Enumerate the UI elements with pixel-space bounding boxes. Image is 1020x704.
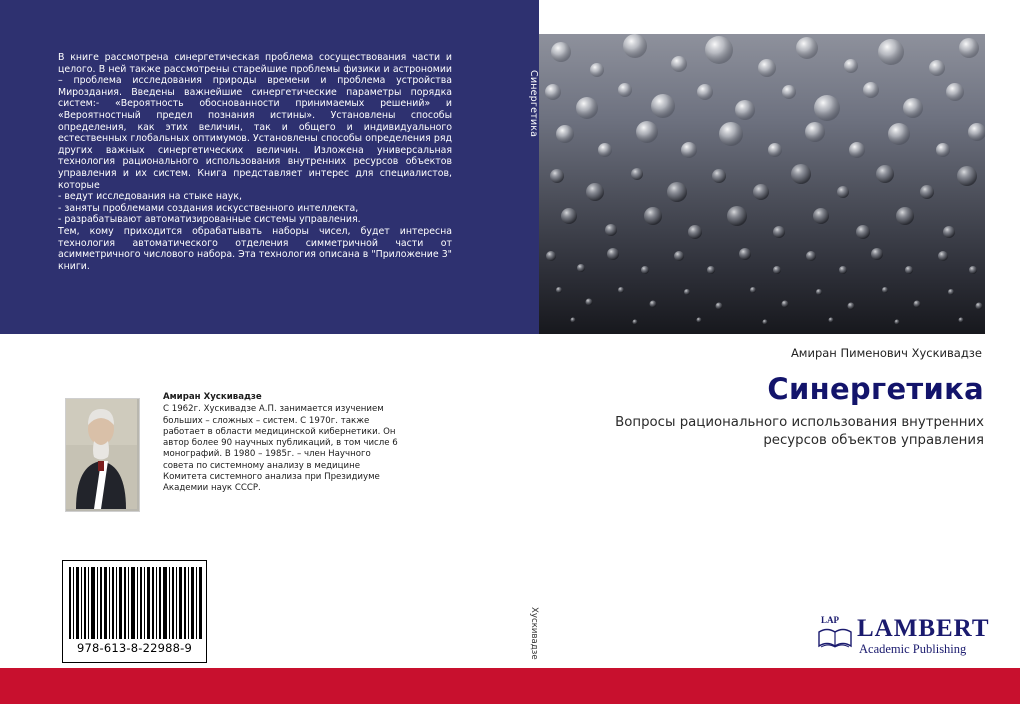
- blurb-paragraph-4: - разрабатывают автоматизированные системы управления.: [58, 214, 361, 226]
- lap-abbrev: LAP: [821, 615, 839, 625]
- bottom-red-band: [0, 668, 1020, 704]
- spine-author: Хускивадзе: [529, 606, 539, 660]
- publisher-name: LAMBERT: [857, 615, 990, 642]
- lap-book-icon: [817, 616, 853, 654]
- barcode-bars: [69, 567, 202, 639]
- blurb-paragraph-3: - заняты проблемами создания искусственного интеллекта,: [58, 202, 359, 214]
- author-bio: [163, 392, 398, 495]
- cover-photo-water-droplets: [539, 34, 985, 334]
- barcode-isbn: 978-613-8-22988-9: [76, 641, 193, 655]
- blurb-paragraph-1: В книге рассмотрена синергетическая проблема сосуществования части и целого. В ней также рассмотрены старейшие проблемы физики и астрономии – проблема исследования природы времени и проблема устройства Мироздания. Введены важнейшие синергетические параметры порядка систем:- «Вероятность обоснованности принимаемых решений» и «Вероятностный предел познания истины». Установлены способы определения, как этих величин, так и общего и индивидуального естественных глобальных оптимумов. Установлены способы определения ряд других важных синергетических величин. Изложена универсальная технология рационального использования внутренних ресурсов объектов управления и их систем. Книга представляет интерес для специалистов, которые: [58, 52, 452, 191]
- front-cover-title: Синергетика: [767, 372, 984, 406]
- front-cover-subtitle: Вопросы рационального использования внутренних ресурсов объектов управления: [615, 415, 984, 448]
- author-bio-name: Амиран Хускивадзе: [163, 392, 262, 402]
- blurb-paragraph-2: - ведут исследования на стыке наук,: [58, 191, 242, 203]
- publisher-logo: [815, 614, 990, 662]
- publisher-subtitle: Academic Publishing: [859, 642, 967, 656]
- back-cover-blurb: [58, 52, 452, 272]
- author-photo: [65, 398, 140, 512]
- spine-title: Синергетика: [528, 70, 539, 138]
- author-bio-text: С 1962г. Хускивадзе А.П. занимается изучением больших – сложных – систем. С 1970г. также работает в области медицинской кибернетики. Он автор более 90 научных публикаций, в том числе 6 монографий. В 1980 – 1985г. – член Научного совета по системному анализу в медицине Комитета системного анализа при Президиуме Академии наук СССР.: [163, 404, 398, 494]
- blurb-paragraph-5: Тем, кому приходится обрабатывать наборы чисел, будет интересна технология автоматического отделения симметричной части от асимметричного числового набора. Эта технология описана в "Приложение 3" книги.: [58, 225, 452, 272]
- barcode: [62, 560, 207, 663]
- front-cover-author: Амиран Пименович Хускивадзе: [790, 346, 982, 360]
